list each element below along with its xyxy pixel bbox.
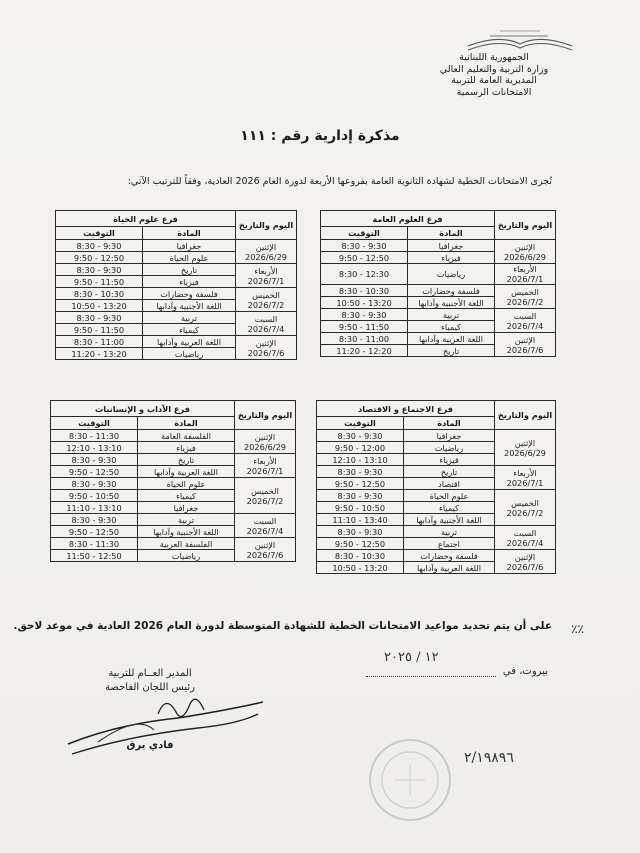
time-header: التوقيت: [321, 227, 408, 240]
table-row: [321, 240, 556, 252]
subject-cell: رياضيات: [138, 550, 235, 562]
day-name: الإثنين: [254, 539, 276, 550]
exam-date: 2026/7/1: [247, 275, 285, 286]
subject-cell: تربية: [408, 309, 495, 321]
subject-cell: علوم الحياة: [143, 252, 236, 264]
time-cell: 11:10 - 13:40: [317, 514, 404, 526]
header-line-3: المديرية العامة للتربية: [451, 75, 537, 86]
table-row: [321, 333, 556, 345]
time-cell: 8:30 - 9:30: [317, 490, 404, 502]
signatory-role: رئيس اللجان الفاحصة: [105, 682, 195, 693]
day-name: السبت: [254, 313, 278, 324]
time-cell: 9:50 - 12:50: [51, 466, 138, 478]
ministry-header: [414, 52, 574, 98]
exam-date: 2026/6/29: [504, 251, 546, 262]
day-date-cell: [495, 240, 556, 264]
day-date-cell: [235, 454, 296, 478]
table-row: [321, 264, 556, 285]
subject-cell: كيمياء: [138, 490, 235, 502]
subject-cell: اللغة العربية وآدابها: [404, 562, 495, 574]
subject-cell: اللغة الأجنبية وآدابها: [408, 297, 495, 309]
exam-date: 2026/7/6: [246, 549, 284, 560]
subject-cell: جغرافيا: [138, 502, 235, 514]
time-cell: 8:30 - 9:30: [51, 454, 138, 466]
day-date-cell: [495, 526, 556, 550]
day-name: الإثنين: [255, 241, 277, 252]
time-cell: 8:30 - 11:30: [51, 430, 138, 442]
subject-cell: اللغة العربية وآدابها: [408, 333, 495, 345]
time-cell: 11:20 - 13:20: [56, 348, 143, 360]
subject-cell: اللغة العربية وآدابها: [143, 336, 236, 348]
day-date-cell: [235, 514, 296, 538]
subject-cell: اللغة الأجنبية وآدابها: [404, 514, 495, 526]
day-name: الأربعاء: [513, 264, 537, 274]
day-name: الخميس: [511, 497, 539, 508]
time-cell: 8:30 - 10:30: [321, 285, 408, 297]
exam-date: 2026/6/29: [245, 251, 287, 262]
day-date-cell: [495, 309, 556, 333]
table-row: [56, 336, 297, 348]
time-cell: 11:20 - 12:20: [321, 345, 408, 357]
table-row: [317, 466, 556, 478]
time-cell: 9:50 - 12:50: [321, 252, 408, 264]
table-row: [317, 526, 556, 538]
intro-paragraph: تُجرى الامتحانات الخطية لشهادة الثانوية العامة بفروعها الأربعة لدورة العام 2026 العادية، وفقاً للترتيب الآتي:: [127, 176, 552, 187]
exam-date: 2026/7/1: [506, 477, 544, 488]
time-cell: 8:30 - 11:30: [51, 538, 138, 550]
exam-date: 2026/7/2: [506, 507, 544, 518]
day-name: الأربعاء: [253, 455, 277, 466]
time-cell: 9:50 - 12:50: [317, 478, 404, 490]
exam-date: 2026/7/1: [506, 274, 544, 284]
subject-cell: كيمياء: [408, 321, 495, 333]
subject-cell: تربية: [143, 312, 236, 324]
time-cell: 9:50 - 10:50: [51, 490, 138, 502]
table-row: [56, 288, 297, 300]
day-name: الإثنين: [514, 437, 536, 448]
time-cell: 9:50 - 11:50: [56, 324, 143, 336]
time-cell: 10:50 - 13:20: [321, 297, 408, 309]
table-row: [56, 240, 297, 252]
table-row: [317, 430, 556, 442]
subject-cell: الفلسفة العامة: [138, 430, 235, 442]
exam-date: 2026/7/4: [506, 537, 544, 548]
day-date-cell: [235, 538, 296, 562]
day-name: الإثنين: [514, 334, 536, 345]
day-date-cell: [495, 430, 556, 466]
exam-date: 2026/6/29: [244, 441, 286, 452]
subject-cell: فلسفة وحضارات: [404, 550, 495, 562]
subject-cell: اجتماع: [404, 538, 495, 550]
subject-cell: كيمياء: [404, 502, 495, 514]
exam-date: 2026/7/6: [247, 347, 285, 358]
time-cell: 8:30 - 9:30: [51, 514, 138, 526]
day-name: الخميس: [511, 286, 539, 297]
branch-title: فرع العلوم العامة: [321, 211, 495, 227]
exam-date: 2026/7/2: [247, 299, 285, 310]
header-line-2: وزارة التربية والتعليم العالي: [439, 63, 549, 75]
subject-cell: كيمياء: [143, 324, 236, 336]
time-cell: 9:50 - 11:50: [56, 276, 143, 288]
table-row: [51, 514, 296, 526]
table-header-row: [317, 401, 556, 417]
day-name: الأربعاء: [254, 265, 278, 276]
day-name: السبت: [513, 527, 537, 538]
signatory-name: فادي يرق: [126, 740, 174, 751]
subject-cell: اللغة الأجنبية وآدابها: [138, 526, 235, 538]
time-cell: 8:30 - 10:30: [56, 288, 143, 300]
day-date-cell: [495, 490, 556, 526]
time-cell: 8:30 - 9:30: [56, 264, 143, 276]
time-cell: 8:30 - 9:30: [317, 526, 404, 538]
time-cell: 8:30 - 9:30: [317, 466, 404, 478]
exam-date: 2026/7/4: [506, 320, 544, 331]
day-name: الإثنين: [254, 431, 276, 442]
time-cell: 11:10 - 13:10: [51, 502, 138, 514]
time-cell: 11:50 - 12:50: [51, 550, 138, 562]
place-label: بيروت، في: [502, 666, 548, 677]
table-row: [321, 309, 556, 321]
table-header-row: [51, 401, 296, 417]
signatory-title: المدير العــام للتربية: [108, 668, 192, 679]
day-date-header: اليوم والتاريخ: [495, 211, 556, 240]
time-header: التوقيت: [56, 227, 143, 240]
subject-cell: جغرافيا: [408, 240, 495, 252]
day-date-cell: [235, 430, 296, 454]
time-cell: 9:50 - 12:50: [51, 526, 138, 538]
subject-cell: فيزياء: [143, 276, 236, 288]
subject-cell: اللغة العربية وآدابها: [138, 466, 235, 478]
day-date-cell: [495, 550, 556, 574]
time-cell: 8:30 - 11:00: [56, 336, 143, 348]
table-row: [56, 312, 297, 324]
handwritten-reference: ٢/١٩٨٩٦: [464, 750, 514, 766]
time-cell: 8:30 - 11:00: [321, 333, 408, 345]
day-date-header: اليوم والتاريخ: [235, 401, 296, 430]
table-row: [51, 478, 296, 490]
subject-cell: رياضيات: [404, 442, 495, 454]
subject-cell: فلسفة وحضارات: [143, 288, 236, 300]
day-name: الخميس: [252, 289, 280, 300]
branch-title: فرع الاجتماع و الاقتصاد: [317, 401, 495, 417]
table-row: [51, 454, 296, 466]
table-row: [51, 430, 296, 442]
day-date-cell: [236, 336, 297, 360]
day-date-cell: [236, 264, 297, 288]
day-date-cell: [495, 285, 556, 309]
table-header-row: [321, 211, 556, 227]
subject-cell: فيزياء: [404, 454, 495, 466]
time-cell: 12:10 - 13:10: [317, 454, 404, 466]
subject-cell: تاريخ: [408, 345, 495, 357]
official-stamp-icon: [365, 735, 455, 825]
subject-cell: تربية: [404, 526, 495, 538]
exam-date: 2026/7/6: [506, 344, 544, 355]
time-cell: 9:50 - 12:50: [56, 252, 143, 264]
time-cell: 8:30 - 9:30: [51, 478, 138, 490]
time-cell: 9:50 - 12:00: [317, 442, 404, 454]
subject-cell: فيزياء: [408, 252, 495, 264]
subject-cell: فلسفة وحضارات: [408, 285, 495, 297]
branch-title: فرع علوم الحياة: [56, 211, 236, 227]
subject-header: المادة: [138, 417, 235, 430]
subject-cell: تاريخ: [404, 466, 495, 478]
day-name: الإثنين: [514, 241, 536, 252]
exam-date: 2026/7/4: [247, 323, 285, 334]
subject-cell: تربية: [138, 514, 235, 526]
time-cell: 8:30 - 12:30: [321, 264, 408, 285]
day-name: الأربعاء: [513, 467, 537, 478]
memo-title: مذكرة إدارية رقم : ١١١: [240, 128, 400, 144]
branch-title: فرع الآداب و الإنسانيات: [51, 401, 235, 417]
day-date-cell: [235, 478, 296, 514]
time-cell: 9:50 - 10:50: [317, 502, 404, 514]
subject-cell: الفلسفة العربية: [138, 538, 235, 550]
exam-date: 2026/7/4: [246, 525, 284, 536]
time-cell: 8:30 - 9:30: [317, 430, 404, 442]
subject-cell: علوم الحياة: [404, 490, 495, 502]
exam-date: 2026/7/2: [246, 495, 284, 506]
time-cell: 10:50 - 13:20: [317, 562, 404, 574]
table-row: [321, 285, 556, 297]
exam-date: 2026/6/29: [504, 447, 546, 458]
day-date-cell: [236, 288, 297, 312]
schedule-table-sociology-economics: [316, 400, 556, 574]
subject-header: المادة: [404, 417, 495, 430]
subject-header: المادة: [143, 227, 236, 240]
header-line-1: الجمهورية اللبنانية: [459, 52, 529, 63]
time-cell: 8:30 - 9:30: [321, 309, 408, 321]
day-name: السبت: [253, 515, 277, 526]
note-text: على أن يتم تحديد مواعيد الامتحانات الخطية للشهادة المتوسطة لدورة العام 2026 العادية في موعد لاحق.: [13, 620, 552, 632]
day-date-cell: [236, 312, 297, 336]
subject-cell: جغرافيا: [404, 430, 495, 442]
date-dotted-line: [366, 676, 496, 677]
subject-cell: اقتصاد: [404, 478, 495, 490]
time-header: التوقيت: [317, 417, 404, 430]
time-cell: 8:30 - 9:30: [56, 240, 143, 252]
time-cell: 8:30 - 10:30: [317, 550, 404, 562]
day-date-header: اليوم والتاريخ: [236, 211, 297, 240]
subject-cell: تاريخ: [143, 264, 236, 276]
schedule-table-general-sciences: [320, 210, 556, 357]
day-date-cell: [495, 333, 556, 357]
day-date-cell: [495, 264, 556, 285]
day-name: السبت: [513, 310, 537, 321]
time-header: التوقيت: [51, 417, 138, 430]
handwritten-date: ١٢ / ٢٠٢٥: [384, 650, 439, 665]
header-line-4: الامتحانات الرسمية: [456, 86, 532, 98]
day-name: الإثنين: [514, 551, 536, 562]
subject-cell: فيزياء: [138, 442, 235, 454]
subject-cell: رياضيات: [143, 348, 236, 360]
subject-cell: علوم الحياة: [138, 478, 235, 490]
subject-cell: جغرافيا: [143, 240, 236, 252]
time-cell: 8:30 - 9:30: [56, 312, 143, 324]
signature-icon: [58, 684, 268, 764]
time-cell: 8:30 - 9:30: [321, 240, 408, 252]
day-date-cell: [495, 466, 556, 490]
time-cell: 12:10 - 13:10: [51, 442, 138, 454]
table-header-row: [56, 211, 297, 227]
subject-cell: رياضيات: [408, 264, 495, 285]
schedule-table-life-sciences: [55, 210, 297, 360]
day-name: الخميس: [251, 485, 279, 496]
day-date-header: اليوم والتاريخ: [495, 401, 556, 430]
table-row: [317, 490, 556, 502]
table-row: [56, 264, 297, 276]
table-row: [51, 538, 296, 550]
table-row: [317, 550, 556, 562]
time-cell: 10:50 - 13:20: [56, 300, 143, 312]
time-cell: 9:50 - 12:50: [317, 538, 404, 550]
exam-date: 2026/7/6: [506, 561, 544, 572]
exam-date: 2026/7/2: [506, 296, 544, 307]
subject-cell: تاريخ: [138, 454, 235, 466]
subject-header: المادة: [408, 227, 495, 240]
time-cell: 9:50 - 11:50: [321, 321, 408, 333]
day-name: الإثنين: [255, 337, 277, 348]
schedule-table-humanities: [50, 400, 296, 562]
note-marker: ٪٪: [571, 622, 584, 636]
subject-cell: اللغة الأجنبية وآدابها: [143, 300, 236, 312]
day-date-cell: [236, 240, 297, 264]
exam-date: 2026/7/1: [246, 465, 284, 476]
